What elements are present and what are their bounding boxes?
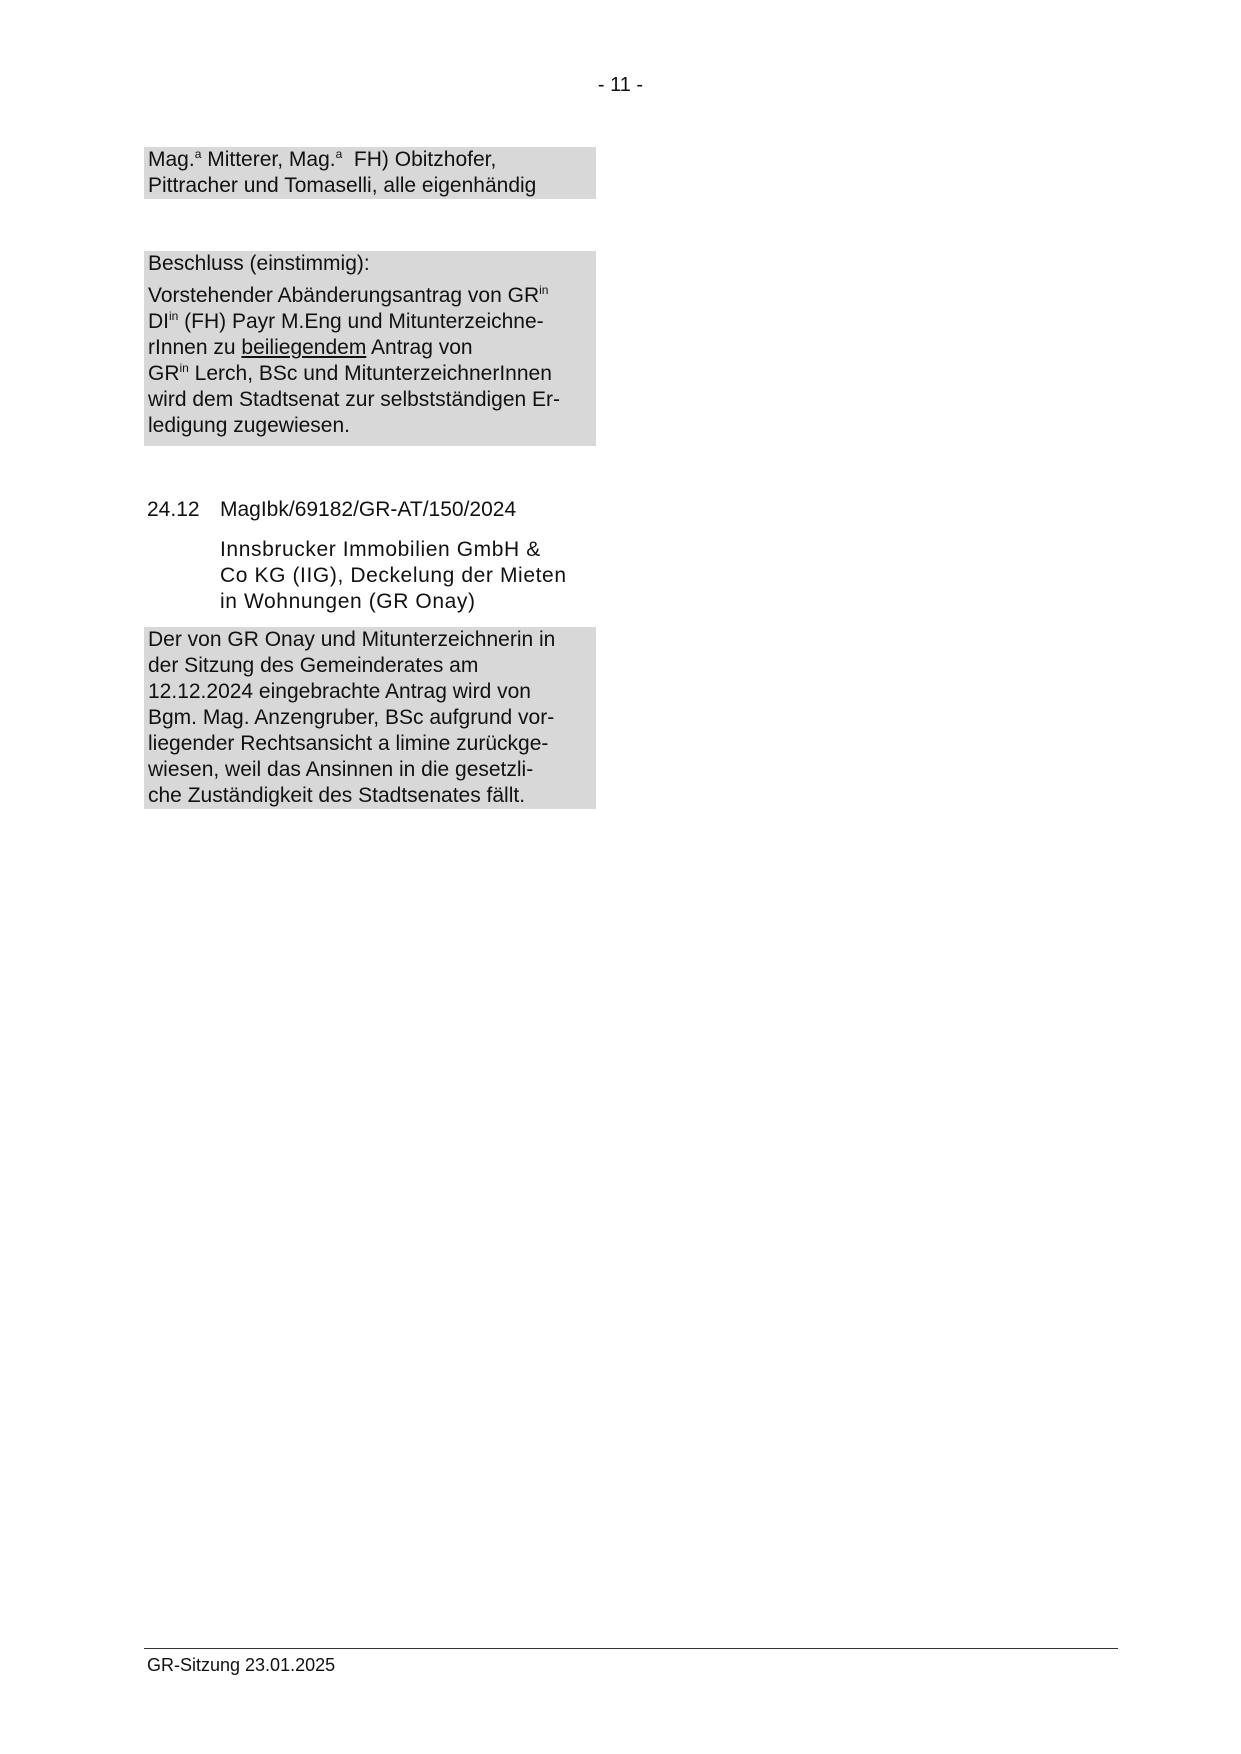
resolution-line-6: ledigung zugewiesen. — [148, 414, 350, 437]
decision-line-5: liegender Rechtsansicht a limine zurückge- — [148, 732, 549, 755]
resolution-line-4: $GR^{in}$ Lerch, BSc und MitunterzeichnerInnen — [148, 361, 552, 385]
agenda-item-title — [220, 537, 567, 615]
resolution-line-2: $DI^{in}$ (FH) Payr M.Eng und Mitunterzeichne- — [148, 309, 544, 333]
resolution-block — [144, 251, 596, 446]
decision-line-7: che Zuständigkeit des Stadtsenates fällt. — [148, 784, 526, 807]
decision-line-4: Bgm. Mag. Anzengruber, BSc aufgrund vor- — [148, 706, 555, 729]
decision-line-2: der Sitzung des Gemeinderates am — [148, 654, 479, 677]
decision-line-6: wiesen, weil das Ansinnen in die gesetzli- — [148, 758, 534, 781]
agenda-item-number: 24.12 — [147, 498, 200, 521]
resolution-line-3: rInnen zu beiliegendem Antrag von — [148, 336, 473, 359]
agenda-item-title-line-2: Co KG (IIG), Deckelung der Mieten — [220, 564, 567, 587]
agenda-item-header — [147, 497, 516, 523]
signatories-line-2: Pittracher und Tomaselli, alle eigenhändig — [148, 174, 537, 197]
page-number: - 11 - — [597, 74, 644, 96]
decision-line-3: 12.12.2024 eingebrachte Antrag wird von — [148, 680, 531, 703]
resolution-text — [148, 283, 592, 439]
agenda-item-reference: MagIbk/69182/GR-AT/150/2024 — [220, 498, 517, 521]
decision-block — [144, 627, 596, 809]
resolution-line-5: wird dem Stadtsenat zur selbstständigen Er- — [148, 388, 561, 411]
agenda-item-title-line-1: Innsbrucker Immobilien GmbH & — [220, 538, 541, 561]
resolution-heading: Beschluss (einstimmig): — [148, 252, 370, 275]
footer-session-date: GR-Sitzung 23.01.2025 — [147, 1655, 336, 1675]
decision-line-1: Der von GR Onay und Mitunterzeichnerin in — [148, 628, 556, 651]
resolution-line-1: Vorstehender Abänderungsantrag von $GR^{in}$ — [148, 283, 549, 307]
signatories-block — [144, 147, 596, 199]
agenda-item-title-line-3: in Wohnungen (GR Onay) — [220, 590, 476, 613]
footer-divider — [144, 1648, 1118, 1649]
underlined-word: beiliegendem — [241, 336, 367, 359]
signatories-line-1: Mag.$^a$ Mitterer, Mag.$^a$ FH) Obitzhofer, — [148, 147, 497, 171]
